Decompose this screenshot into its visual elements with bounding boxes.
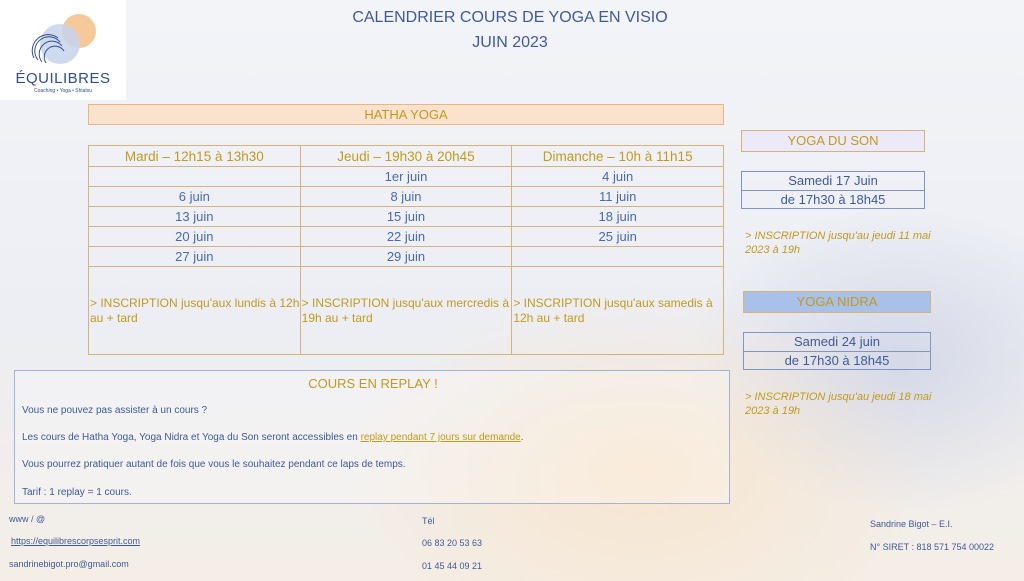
registration-note-thursday: > INSCRIPTION jusqu'aux mercredis à 19h au + tard bbox=[300, 267, 512, 355]
replay-line-3: Vous pourrez pratiquer autant de fois que vous le souhaitez pendant ce laps de temps. bbox=[22, 459, 406, 470]
table-cell: 27 juin bbox=[89, 247, 301, 267]
replay-line-2-text: Les cours de Hatha Yoga, Yoga Nidra et Yoga du Son seront accessibles en bbox=[22, 432, 361, 443]
table-cell: 22 juin bbox=[300, 227, 512, 247]
replay-line-1: Vous ne pouvez pas assister à un cours ? bbox=[22, 405, 208, 416]
logo-brand: ÉQUILIBRES bbox=[15, 70, 111, 87]
table-cell bbox=[512, 247, 724, 267]
nidra-heading: YOGA NIDRA bbox=[743, 291, 931, 313]
replay-line-4: Tarif : 1 replay = 1 cours. bbox=[22, 487, 132, 498]
table-cell: 4 juin bbox=[512, 167, 724, 187]
column-header: Jeudi – 19h30 à 20h45 bbox=[300, 146, 512, 167]
footer-web-label: www / @ bbox=[9, 514, 46, 524]
footer-name: Sandrine Bigot – E.I. bbox=[870, 519, 953, 529]
footer-tel-label: Tél bbox=[422, 516, 435, 526]
table-row bbox=[89, 247, 724, 267]
footer-phone-2: 01 45 44 09 21 bbox=[422, 561, 483, 571]
logo bbox=[0, 0, 126, 100]
nidra-date: Samedi 24 juin bbox=[794, 334, 880, 349]
table-cell: 15 juin bbox=[300, 207, 512, 227]
son-time: de 17h30 à 18h45 bbox=[742, 190, 924, 208]
footer-email[interactable]: sandrinebigot.pro@gmail.com bbox=[9, 559, 129, 569]
table-cell: 13 juin bbox=[89, 207, 301, 227]
son-heading: YOGA DU SON bbox=[741, 130, 925, 152]
logo-waves-icon bbox=[30, 30, 70, 66]
replay-box bbox=[14, 370, 730, 504]
replay-link[interactable]: replay pendant 7 jours sur demande bbox=[360, 432, 521, 443]
replay-title: COURS EN REPLAY ! bbox=[308, 376, 438, 391]
hatha-heading: HATHA YOGA bbox=[88, 104, 724, 125]
table-cell: 25 juin bbox=[512, 227, 724, 247]
table-cell: 18 juin bbox=[512, 207, 724, 227]
table-row bbox=[89, 187, 724, 207]
column-header: Mardi – 12h15 à 13h30 bbox=[89, 146, 301, 167]
table-cell: 6 juin bbox=[89, 187, 301, 207]
son-schedule-box bbox=[741, 171, 925, 209]
nidra-registration-note: > INSCRIPTION jusqu'au jeudi 18 mai 2023 à 19h bbox=[745, 391, 932, 417]
table-cell: 20 juin bbox=[89, 227, 301, 247]
page-title: CALENDRIER COURS DE YOGA EN VISIO bbox=[352, 9, 668, 26]
table-cell: 8 juin bbox=[300, 187, 512, 207]
table-cell bbox=[89, 167, 301, 187]
table-cell: 1er juin bbox=[300, 167, 512, 187]
table-row bbox=[89, 227, 724, 247]
hatha-schedule-table bbox=[88, 145, 724, 355]
registration-row bbox=[89, 267, 724, 355]
table-cell: 11 juin bbox=[512, 187, 724, 207]
son-date: Samedi 17 Juin bbox=[788, 173, 878, 188]
logo-tagline: Coaching • Yoga • Shiatsu bbox=[34, 88, 92, 94]
table-row bbox=[89, 167, 724, 187]
website-link[interactable]: https://equilibrescorpsesprit.com bbox=[11, 536, 141, 546]
son-registration-note: > INSCRIPTION jusqu'au jeudi 11 mai 2023 à 19h bbox=[745, 230, 931, 256]
registration-note-sunday: > INSCRIPTION jusqu'aux samedis à 12h au + tard bbox=[512, 267, 724, 355]
page-subtitle: JUIN 2023 bbox=[472, 34, 548, 51]
table-row bbox=[89, 207, 724, 227]
registration-note-tuesday: > INSCRIPTION jusqu'aux lundis à 12h au + tard bbox=[89, 267, 301, 355]
column-header: Dimanche – 10h à 11h15 bbox=[512, 146, 724, 167]
replay-line-2-end: . bbox=[520, 432, 524, 443]
footer-phone-1: 06 83 20 53 63 bbox=[422, 538, 483, 548]
table-header-row bbox=[89, 146, 724, 167]
footer-website bbox=[11, 536, 140, 546]
nidra-time: de 17h30 à 18h45 bbox=[744, 351, 930, 369]
nidra-schedule-box bbox=[743, 332, 931, 370]
replay-line-2 bbox=[22, 432, 523, 443]
footer-siret: N° SIRET : 818 571 754 00022 bbox=[870, 542, 995, 552]
table-cell: 29 juin bbox=[300, 247, 512, 267]
